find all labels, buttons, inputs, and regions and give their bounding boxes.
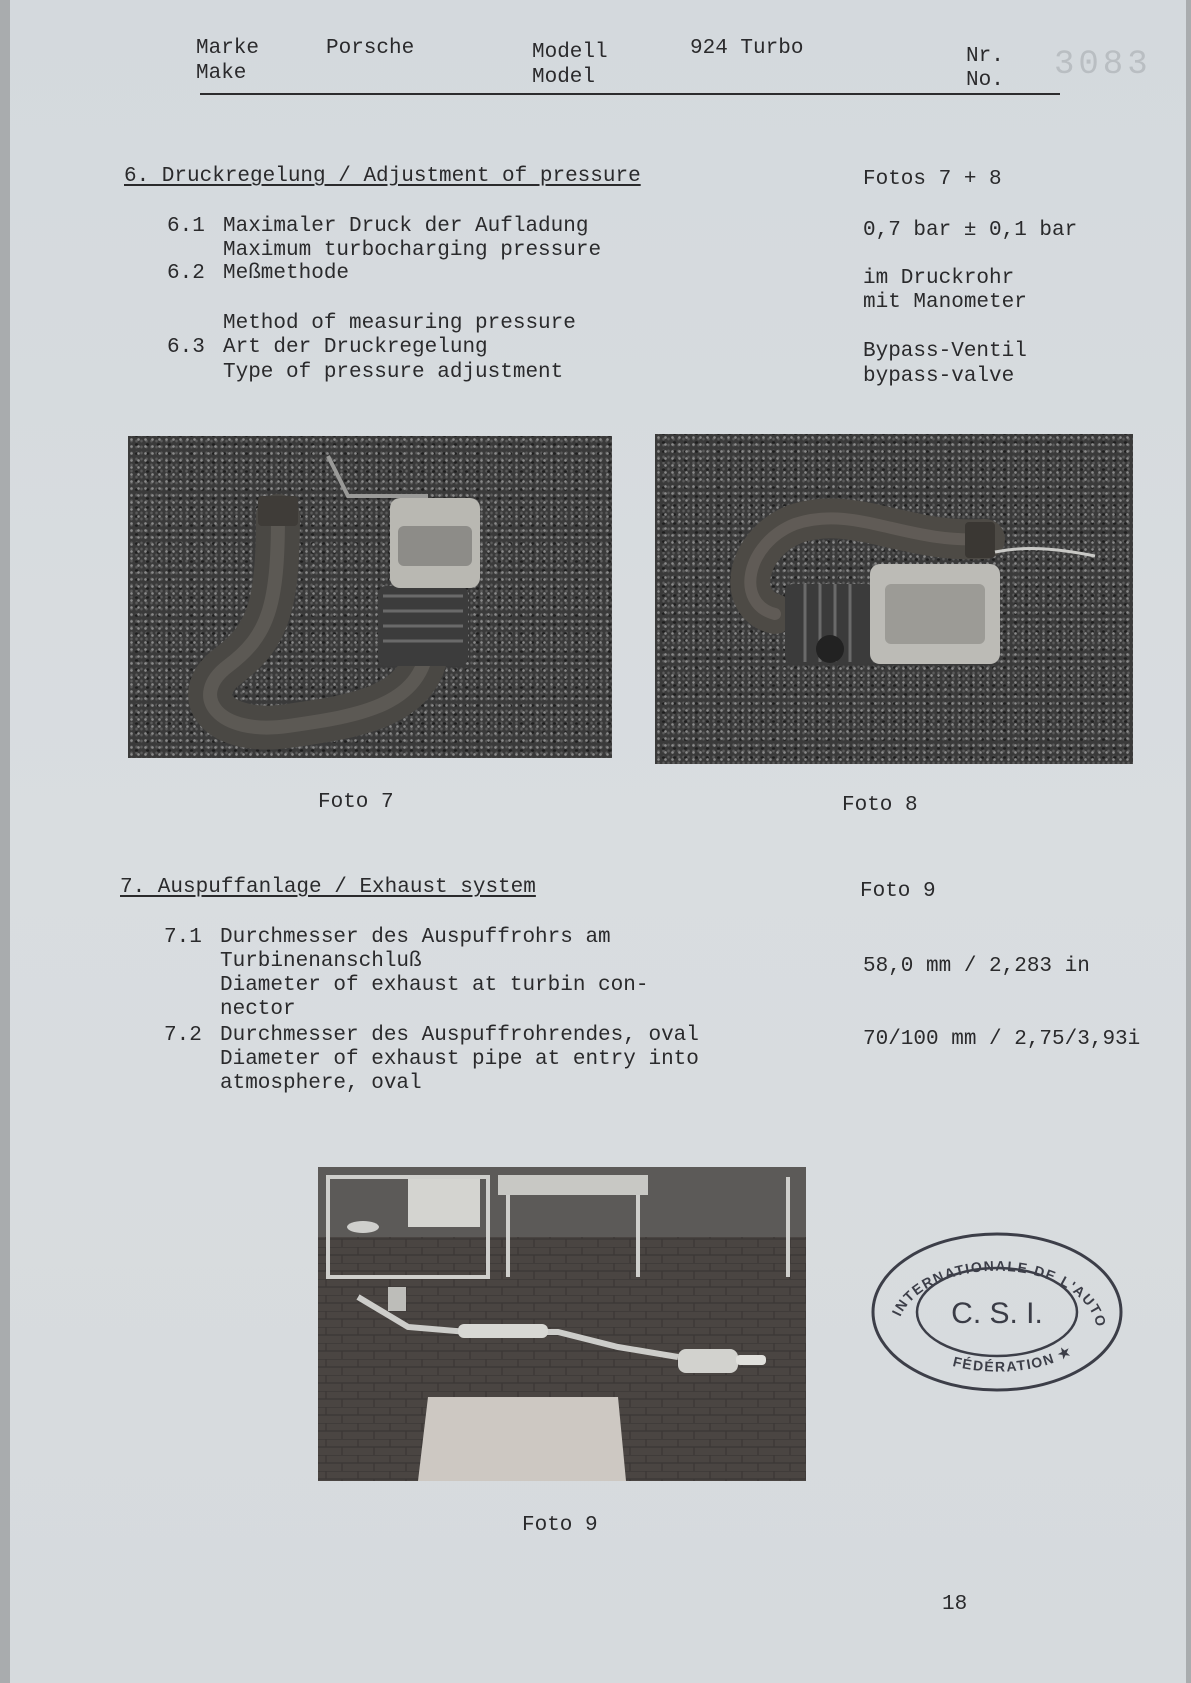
model-value: 924 Turbo <box>690 37 804 60</box>
no-label-en: No. <box>966 69 1004 92</box>
section-6-title: 6. Druckregelung / Adjustment of pressure <box>124 165 641 188</box>
document-page <box>10 0 1186 1683</box>
section-7-title: 7. Auspuffanlage / Exhaust system <box>120 876 536 899</box>
make-value: Porsche <box>326 37 415 60</box>
item-6-1-number: 6.1 <box>167 215 205 238</box>
section-6-photo-ref: Fotos 7 + 8 <box>863 168 1002 191</box>
item-6-3-value-1: Bypass-Ventil <box>863 340 1027 363</box>
item-7-2-value: 70/100 mm / 2,75/3,93i <box>863 1028 1141 1051</box>
no-label-de: Nr. <box>966 45 1004 68</box>
item-7-1-line-1: Durchmesser des Auspuffrohrs am <box>220 926 611 949</box>
item-6-3-label-de: Art der Druckregelung <box>223 336 488 359</box>
page-number: 18 <box>942 1593 968 1616</box>
section-7-photo-ref: Foto 9 <box>860 880 936 903</box>
foto-8-image <box>655 434 1133 764</box>
model-label-en: Model <box>532 66 596 89</box>
foto-8-caption: Foto 8 <box>842 794 918 817</box>
item-6-2-number: 6.2 <box>167 262 205 285</box>
item-6-2-label-de: Meßmethode <box>223 262 350 285</box>
item-7-1-line-3: Diameter of exhaust at turbin con- <box>220 974 649 997</box>
make-label-en: Make <box>196 62 247 85</box>
make-label-de: Marke <box>196 37 260 60</box>
turbo-pipe-illustration <box>128 436 612 758</box>
stamp-ring-top-text: INTERNATIONALE DE L'AUTO <box>888 1257 1110 1330</box>
foto-7-image <box>128 436 612 758</box>
fia-csi-stamp <box>868 1228 1126 1396</box>
item-6-1-label-de: Maximaler Druck der Aufladung <box>223 215 589 238</box>
item-7-1-line-4: nector <box>220 998 296 1021</box>
item-6-1-value: 0,7 bar ± 0,1 bar <box>863 219 1078 242</box>
item-6-3-number: 6.3 <box>167 336 205 359</box>
item-6-2-value-2: mit Manometer <box>863 291 1027 314</box>
item-7-2-line-3: atmosphere, oval <box>220 1072 422 1095</box>
stamp-center-text: C. S. I. <box>951 1297 1043 1330</box>
item-7-2-line-2: Diameter of exhaust pipe at entry into <box>220 1048 699 1071</box>
item-6-2-label-en: Method of measuring pressure <box>223 312 576 335</box>
item-6-3-value-2: bypass-valve <box>863 365 1015 388</box>
model-label-de: Modell <box>532 41 608 64</box>
stamp-ring-bottom-text: FÉDÉRATION ★ <box>951 1341 1075 1375</box>
document-number: 3083 <box>1054 46 1152 84</box>
header-rule <box>200 93 1060 95</box>
item-7-1-value: 58,0 mm / 2,283 in <box>863 955 1090 978</box>
item-7-1-line-2: Turbinenanschluß <box>220 950 422 973</box>
item-6-3-label-en: Type of pressure adjustment <box>223 361 564 384</box>
bypass-valve-illustration <box>655 434 1133 764</box>
foto-7-caption: Foto 7 <box>318 791 394 814</box>
exhaust-system-illustration <box>318 1167 806 1481</box>
foto-9-caption: Foto 9 <box>522 1514 598 1537</box>
foto-9-image <box>318 1167 806 1481</box>
item-7-2-line-1: Durchmesser des Auspuffrohrendes, oval <box>220 1024 699 1047</box>
item-6-1-label-en: Maximum turbocharging pressure <box>223 239 602 262</box>
item-6-2-value-1: im Druckrohr <box>863 267 1015 290</box>
item-7-2-number: 7.2 <box>164 1024 202 1047</box>
item-7-1-number: 7.1 <box>164 926 202 949</box>
stamp-graphic <box>868 1228 1126 1396</box>
